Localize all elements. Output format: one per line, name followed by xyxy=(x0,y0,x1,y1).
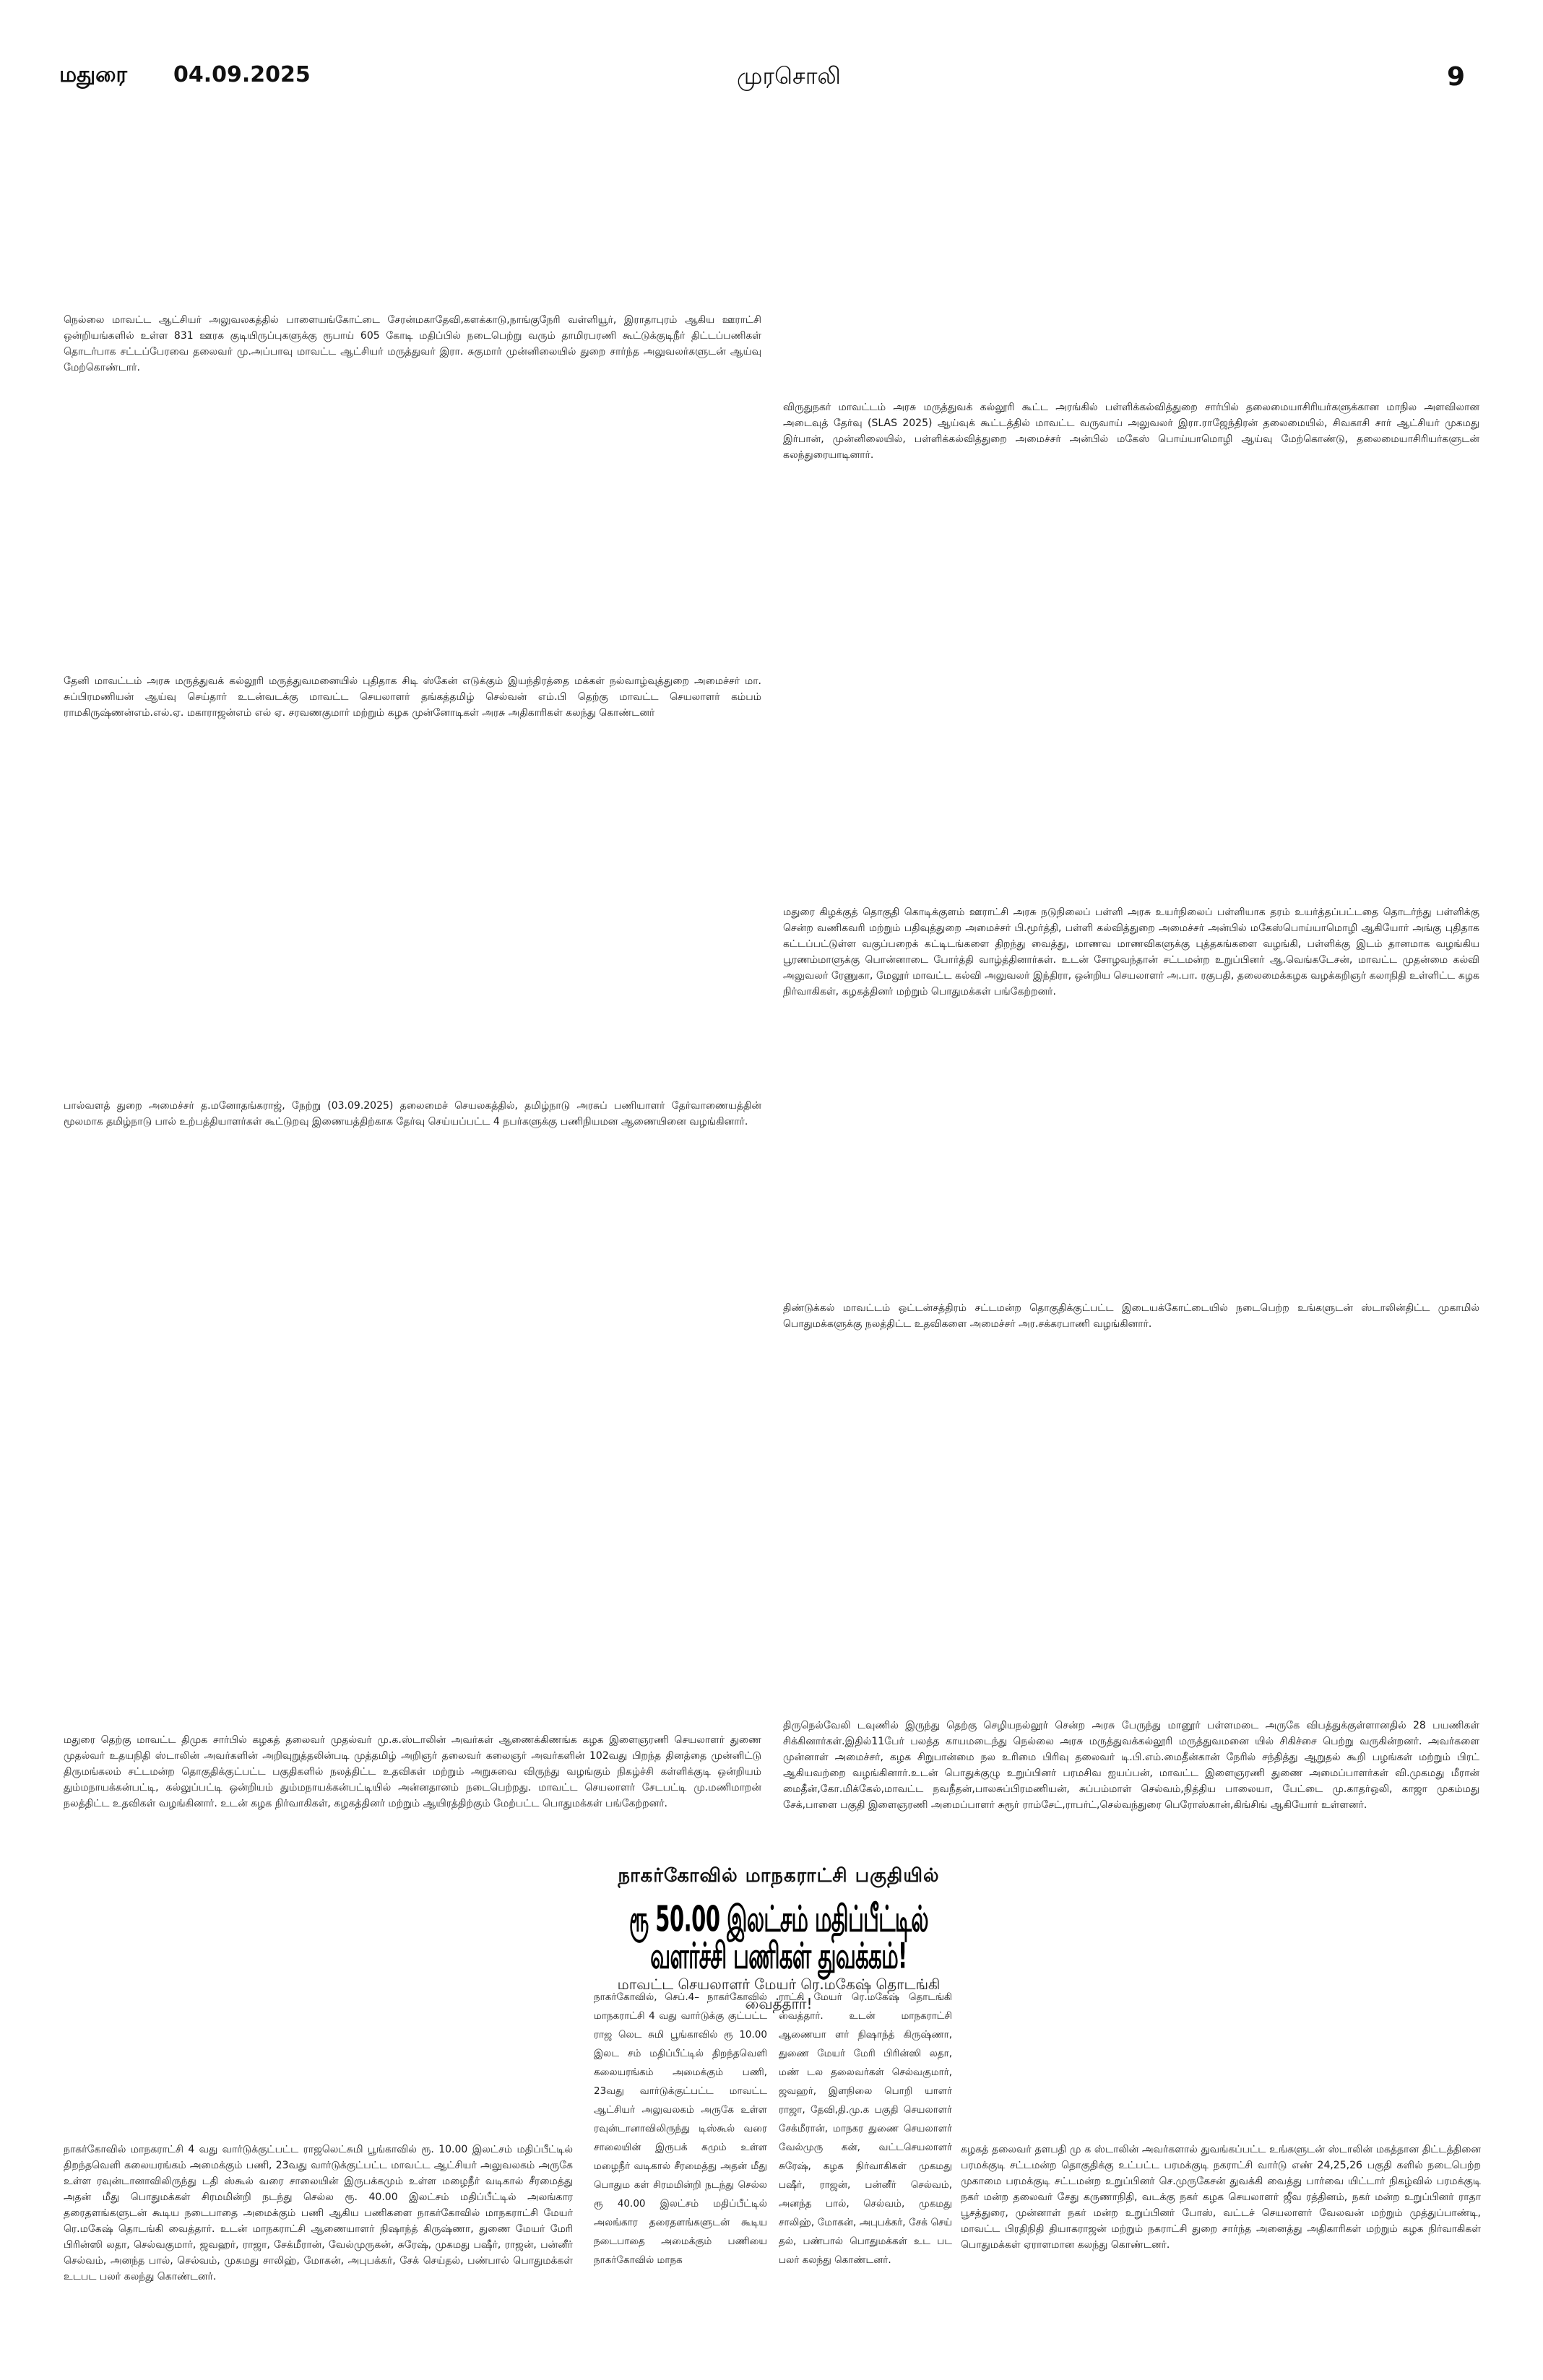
photo-1 xyxy=(59,94,767,307)
caption-dairy-minister: பால்வளத் துறை அமைச்சர் த.மனோதங்கராஜ், நேற்று (03.09.2025) தலைமைச் செயலகத்தில், தமிழ்நாடு அரசுப் பணியாளர் தேர்வாணையத்தின் மூலமாக தமிழ்நாடு பால் உற்பத்தியாளர்கள் கூட்டுறவு இணையத்திற்காக தேர்வு செய்யப்பட்ட 4 நபர்களுக்கு பணிநியமன ஆணையினை வழங்கினார். xyxy=(64,1100,761,1128)
article-headline: ரூ 50.00 இலட்சம் மதிப்பீட்டில் வளர்ச்சி பணிகள் துவக்கம்! xyxy=(629,1897,928,1977)
article-column-1: நாகர்கோவில், செப்.4– நாகர்கோவில் மாநகராட்சி 4 வது வார்டுக்கு குட்பட்ட ராஜ லெட சுமி பூங்காவில் ரூ 10.00 இலட சம் மதிப்பீட்டில் திறந்தவெளி கலையரங்கம் அமைக்கும் பணி, 23வது வார்டுக்குட்பட்ட மாவட்ட ஆட்சியர் அலுவலகம் அருகே உள்ள ரவுன்டானாவிலிருந்து டிஸ்கூல் வரை சாலையின் இருபக் கமும் உள்ள மழைநீர் வடிகால் சீரமைத்து அதன் மீது பொதும கள் சிரமமின்றி நடந்து செல்ல ரூ 40.00 இலட்சம் மதிப்பீட்டில் அலங்கார தரைதளங்களுடன் கூடிய நடைபாதை அமைக்கும் பணியை நாகர்கோவில் மாநக xyxy=(594,1991,767,2266)
caption-madurai-east: மதுரை கிழக்குத் தொகுதி கொடிக்குளம் ஊராட்சி அரசு நடுநிலைப் பள்ளி அரசு உயர்நிலைப் பள்ளியாக தரம் உயர்த்தப்பட்டதை தொடர்ந்து பள்ளிக்கு சென்ற வணிகவரி மற்றும் பதிவுத்துறை அமைச்சர் பி.மூர்த்தி, பள்ளி கல்வித்துறை அமைச்சர் அன்பில் மகேஸ்பொய்யாமொழி ஆகியோர் அங்கு புதிதாக கட்டப்பட்டுள்ள வகுப்பறைக் கட்டிடங்களை திறந்து வைத்து, மாணவ மாணவிகளுக்கு புத்தகங்களை வழங்கி, பள்ளிக்கு இடம் தானமாக வழங்கிய பூரணம்மாளுக்கு பொன்னாடை போர்த்தி வாழ்த்தினார்கள். உடன் சோழவந்தான் சட்டமன்ற உறுப்பினர் ஆ.வெங்கடேசன், மாவட்ட முதன்மை கல்வி அலுவலர் ரேணுகா, மேலூர் மாவட்ட கல்வி அலுவலர் இந்திரா, ஒன்றிய செயலாளர் அ.பா. ரகுபதி, தலைமைக்கழக வழக்கறிஞர் கலாநிதி உள்ளிட்ட கழக நிர்வாகிகள், கழகத்தினர் மற்றும் பொதுமக்கள் பங்கேற்றனர். xyxy=(783,906,1479,998)
caption-nagercoil: நாகர்கோவில் மாநகராட்சி 4 வது வார்டுக்குட்பட்ட ராஜலெட்சுமி பூங்காவில் ரூ. 10.00 இலட்சம் மதிப்பீட்டில் திறந்தவெளி கலையரங்கம் அமைக்கும் பணி, 23வது வார்டுக்குட்பட்ட மாவட்ட ஆட்சியர் அலுவலகம் அருகே உள்ள ரவுன்டானாவிலிருந்து டதி ஸ்கூல் வரை சாலையின் இருபக்கமும் உள்ள மழைநீர் வடிகால் சீரமைத்து அதன் மீது பொதுமக்கள் சிரமமின்றி நடந்து செல்ல ரூ. 40.00 இலட்சம் மதிப்பீட்டில் அலங்கார தரைதளங்களுடன் கூடிய நடைபாதை அமைக்கும் பணி ஆகிய பணிகளை நாகர்கோவில் மாநகராட்சி மேயர் ரெ.மகேஷ் தொடங்கி வைத்தார். உடன் மாநகராட்சி ஆணையாளர் நிஷாந்த் கிருஷ்ணா, துணை மேயர் மேரி பிரின்ஸி லதா, செல்வகுமார், ஜவஹர், ராஜா, சேக்மீரான், வேல்முருகன், சுரேஷ், முகமது பஷீர், ராஜன், பன்னீர் செல்வம், அனந்த பால், செல்வம், முகமது சாலிஹ், மோகன், அபுபக்கர், சேக் செய்தல், பண்பால் பொதுமக்கள் உடபட பலர் கலந்து கொண்டனர். xyxy=(64,2144,573,2282)
caption-theni: தேனி மாவட்டம் அரசு மருத்துவக் கல்லூரி மருத்துவமனையில் புதிதாக சிடி ஸ்கேன் எடுக்கும் இயந்திரத்தை மக்கள் நல்வாழ்வுத்துறை அமைச்சர் மா. சுப்பிரமணியன் ஆய்வு செய்தார் உடன்வடக்கு மாவட்ட செயலாளர் தங்கத்தமிழ் செல்வன் எம்.பி தெற்கு மாவட்ட செயலாளர் கம்பம் ராமகிருஷ்ணன்எம்.எல்.ஏ. மகாராஜன்எம் எல் ஏ. சரவணகுமார் மற்றும் கழக முன்னோடிகள் அரசு அதிகாரிகள் கலந்து கொண்டனர் xyxy=(64,675,761,719)
article-column-2: ராட்சி மேயர் ரெ.மகேஷ் தொடங்கி வைத்தார். உடன் மாநகராட்சி ஆணையா ளர் நிஷாந்த் கிருஷ்ணா, துணை மேயர் மேரி பிரின்ஸி லதா, மண் டல தலைவர்கள் செல்வகுமார், ஜவஹர், இளநிலை பொறி யாளர் ராஜா, தேவி,தி.மு.க பகுதி செயலாளர் சேக்மீரான், மாநகர துணை செயலாளர் வேல்முரு கன், வட்டசெயலாளர் சுரேஷ், கழக நிர்வாகிகள் முகமது பஷீர், ராஜன், பன்னீர் செல்வம், அனந்த பால், செல்வம், முகமது சாலிஹ், மோகன், அபுபக்கர், சேக் செய் தல், பண்பால் பொதுமக்கள் உட பட பலர் கலந்து கொண்டனர். xyxy=(779,1991,952,2266)
caption-dindigul: திண்டுக்கல் மாவட்டம் ஒட்டன்சத்திரம் சட்டமன்ற தொகுதிக்குட்பட்ட இடையக்கோட்டையில் நடைபெற்ற உங்களுடன் ஸ்டாலின்திட்ட முகாமில் பொதுமக்களுக்கு நலத்திட்ட உதவிகளை அமைச்சர் அர.சக்கரபாணி வழங்கினார். xyxy=(783,1302,1479,1330)
article-kicker: நாகர்கோவில் மாநகராட்சி பகுதியில் xyxy=(618,1865,940,1887)
caption-madurai-south: மதுரை தெற்கு மாவட்ட திமுக சார்பில் கழகத் தலைவர் முதல்வர் மு.க.ஸ்டாலின் அவர்கள் ஆணைக்கிணங்க கழக இளைஞரணி செயலாளர் துணை முதல்வர் உதயநிதி ஸ்டாலின் அவர்களின் அறிவுறுத்தலின்படி முத்தமிழ் அறிஞர் தலைவர் கலைஞர் அவர்களின் 102வது பிறந்த தினத்தை முன்னிட்டு திருமங்கலம் சட்டமன்ற தொகுதிக்குட்பட்ட பகுதிகளில் நலத்திட்ட உதவிகள் மற்றும் அறுசுவை விருந்து வழங்கும் நிகழ்ச்சி கள்ளிக்குடி ஒன்றியம் தும்மநாயக்கன்பட்டி, கல்லுப்பட்டி ஒன்றியம் தும்மநாயக்கன்பட்டியில் அன்னதானம் நடைபெற்றது. மாவட்ட செயலாளர் சேடபட்டி மு.மணிமாறன் நலத்திட்ட உதவிகள் வழங்கினார். உடன் கழக நிர்வாகிகள், கழகத்தினர் மற்றும் ஆயிரத்திற்கும் மேற்பட்ட பொதுமக்கள் பங்கேற்றனர். xyxy=(64,1734,761,1809)
article-subhead: மாவட்ட செயலாளர் மேயர் ரெ.மகேஷ் தொடங்கி வைத்தார்! xyxy=(617,1976,941,2012)
newspaper-name: முரசொலி xyxy=(737,62,841,90)
caption-nellai: நெல்லை மாவட்ட ஆட்சியர் அலுவலகத்தில் பாளையங்கோட்டை சேரன்மகாதேவி,களக்காடு,நாங்குநேரி வள்ளியூர், இராதாபுரம் ஆகிய ஊராட்சி ஒன்றியங்களில் உள்ள 831 ஊரக குடியிருப்புகளுக்கு ரூபாய் 605 கோடி மதிப்பில் நடைபெற்று வரும் தாமிரபரணி கூட்டுக்குடிநீர் திட்டப்பணிகள் தொடர்பாக சட்டப்பேரவை தலைவர் மு.அப்பாவு மாவட்ட ஆட்சியர் மருத்துவர் இரா. சுகுமார் முன்னிலையில் துறை சார்ந்த அலுவலர்களுடன் ஆய்வு மேற்கொண்டார். xyxy=(64,314,761,373)
edition-city: மதுரை xyxy=(59,62,128,87)
edition-date: 04.09.2025 xyxy=(173,62,311,87)
caption-virudhunagar: விருதுநகர் மாவட்டம் அரசு மருத்துவக் கல்லூரி கூட்ட அரங்கில் பள்ளிக்கல்வித்துறை சார்பில் தலைமையாசிரியர்களுக்கான மாநில அளவிலான அடைவுத் தேர்வு (SLAS 2025) ஆய்வுக் கூட்டத்தில் மாவட்ட வருவாய் அலுவலர் இரா.ராஜேந்திரன் தலைமையில், சிவகாசி சார் ஆட்சியர் முகமது இர்பான், முன்னிலையில், பள்ளிக்கல்வித்துறை அமைச்சர் அன்பில் மகேஸ் பொய்யாமொழி ஆய்வு மேற்கொண்டு, தலைமையாசிரியர்களுடன் கலந்துரையாடினார். xyxy=(783,402,1479,461)
photo-2 xyxy=(779,94,1487,390)
caption-paramakudi: கழகத் தலைவர் தளபதி மு க ஸ்டாலின் அவர்களால் துவங்கப்பட்ட உங்களுடன் ஸ்டாலின் மகத்தான திட்டத்தினை பரமக்குடி சட்டமன்ற தொகுதிக்கு உட்பட்ட பரமக்குடி நகராட்சி வார்டு எண் 24,25,26 பகுதி களில் நடைபெற்ற முகாமை பரமக்குடி சட்டமன்ற உறுப்பினர் செ.முருகேசன் துவக்கி வைத்து பார்வை யிட்டார் நிகழ்வில் பரமக்குடி நகர் மன்ற தலைவர் சேது கருணாநிதி, வடக்கு நகர் கழக செயலாளர் ஜீவ ரத்தினம், நகர் மன்ற உறுப்பினர் ராதா பூசத்துரை, முன்னாள் நகர் மன்ற உறுப்பினர் போஸ், வட்டச் செயலாளர் வேலவன் மற்றும் முத்துப்பாண்டி, மாவட்ட பிரதிநிதி தியாகராஜன் மற்றும் நகராட்சி துறை சார்ந்த அனைத்து அதிகாரிகள் மற்றும் கழக நிர்வாகிகள் பொதுமக்கள் ஏராளமான கலந்து கொண்டனர். xyxy=(961,2144,1481,2251)
page-number: 9 xyxy=(1446,62,1465,92)
caption-tirunelveli: திருநெல்வேலி டவுணில் இருந்து தெற்கு செழியநல்லூர் சென்ற அரசு பேருந்து மானூர் பள்ளமடை அருகே விபத்துக்குள்ளானதில் 28 பயணிகள் சிக்கினார்கள்.இதில்11பேர் பலத்த காயமடைந்து நெல்லை அரசு மருத்துவக்கல்லூரி மருத்துவமனை யில் சிகிச்சை பெற்று வருகின்றனர். அவர்களை முன்னாள் அமைச்சர், கழக சிறுபான்மை நல உரிமை பிரிவு தலைவர் டி.பி.எம்.மைதீன்கான் நேரில் சந்தித்து ஆறுதல் கூறி பழங்கள் மற்றும் பிரட் ஆகியவற்றை வழங்கினார்.உடன் பொதுக்குழு உறுப்பினர் பரமசிவ ஐயப்பன், மாவட்ட இளைஞரணி துணை அமைப்பாளர்கள் வி.முகமது மீரான் மைதீன்,கோ.மிக்கேல்,மாவட்ட நவநீதன்,பாலசுப்பிரமணியன், சுப்பம்மாள் செல்வம்,நித்திய பாலையா, பேட்டை மு.காதர்ஒலி, காஜா முகம்மது சேக்,பாளை பகுதி இளைஞரணி அமைப்பாளர் சுரூர் ராம்சேட்,ராபர்ட்,செல்வந்துரை பெரோஸ்கான்,கிங்சிங் ஆகியோர் உள்ளனர். xyxy=(783,1720,1479,1811)
